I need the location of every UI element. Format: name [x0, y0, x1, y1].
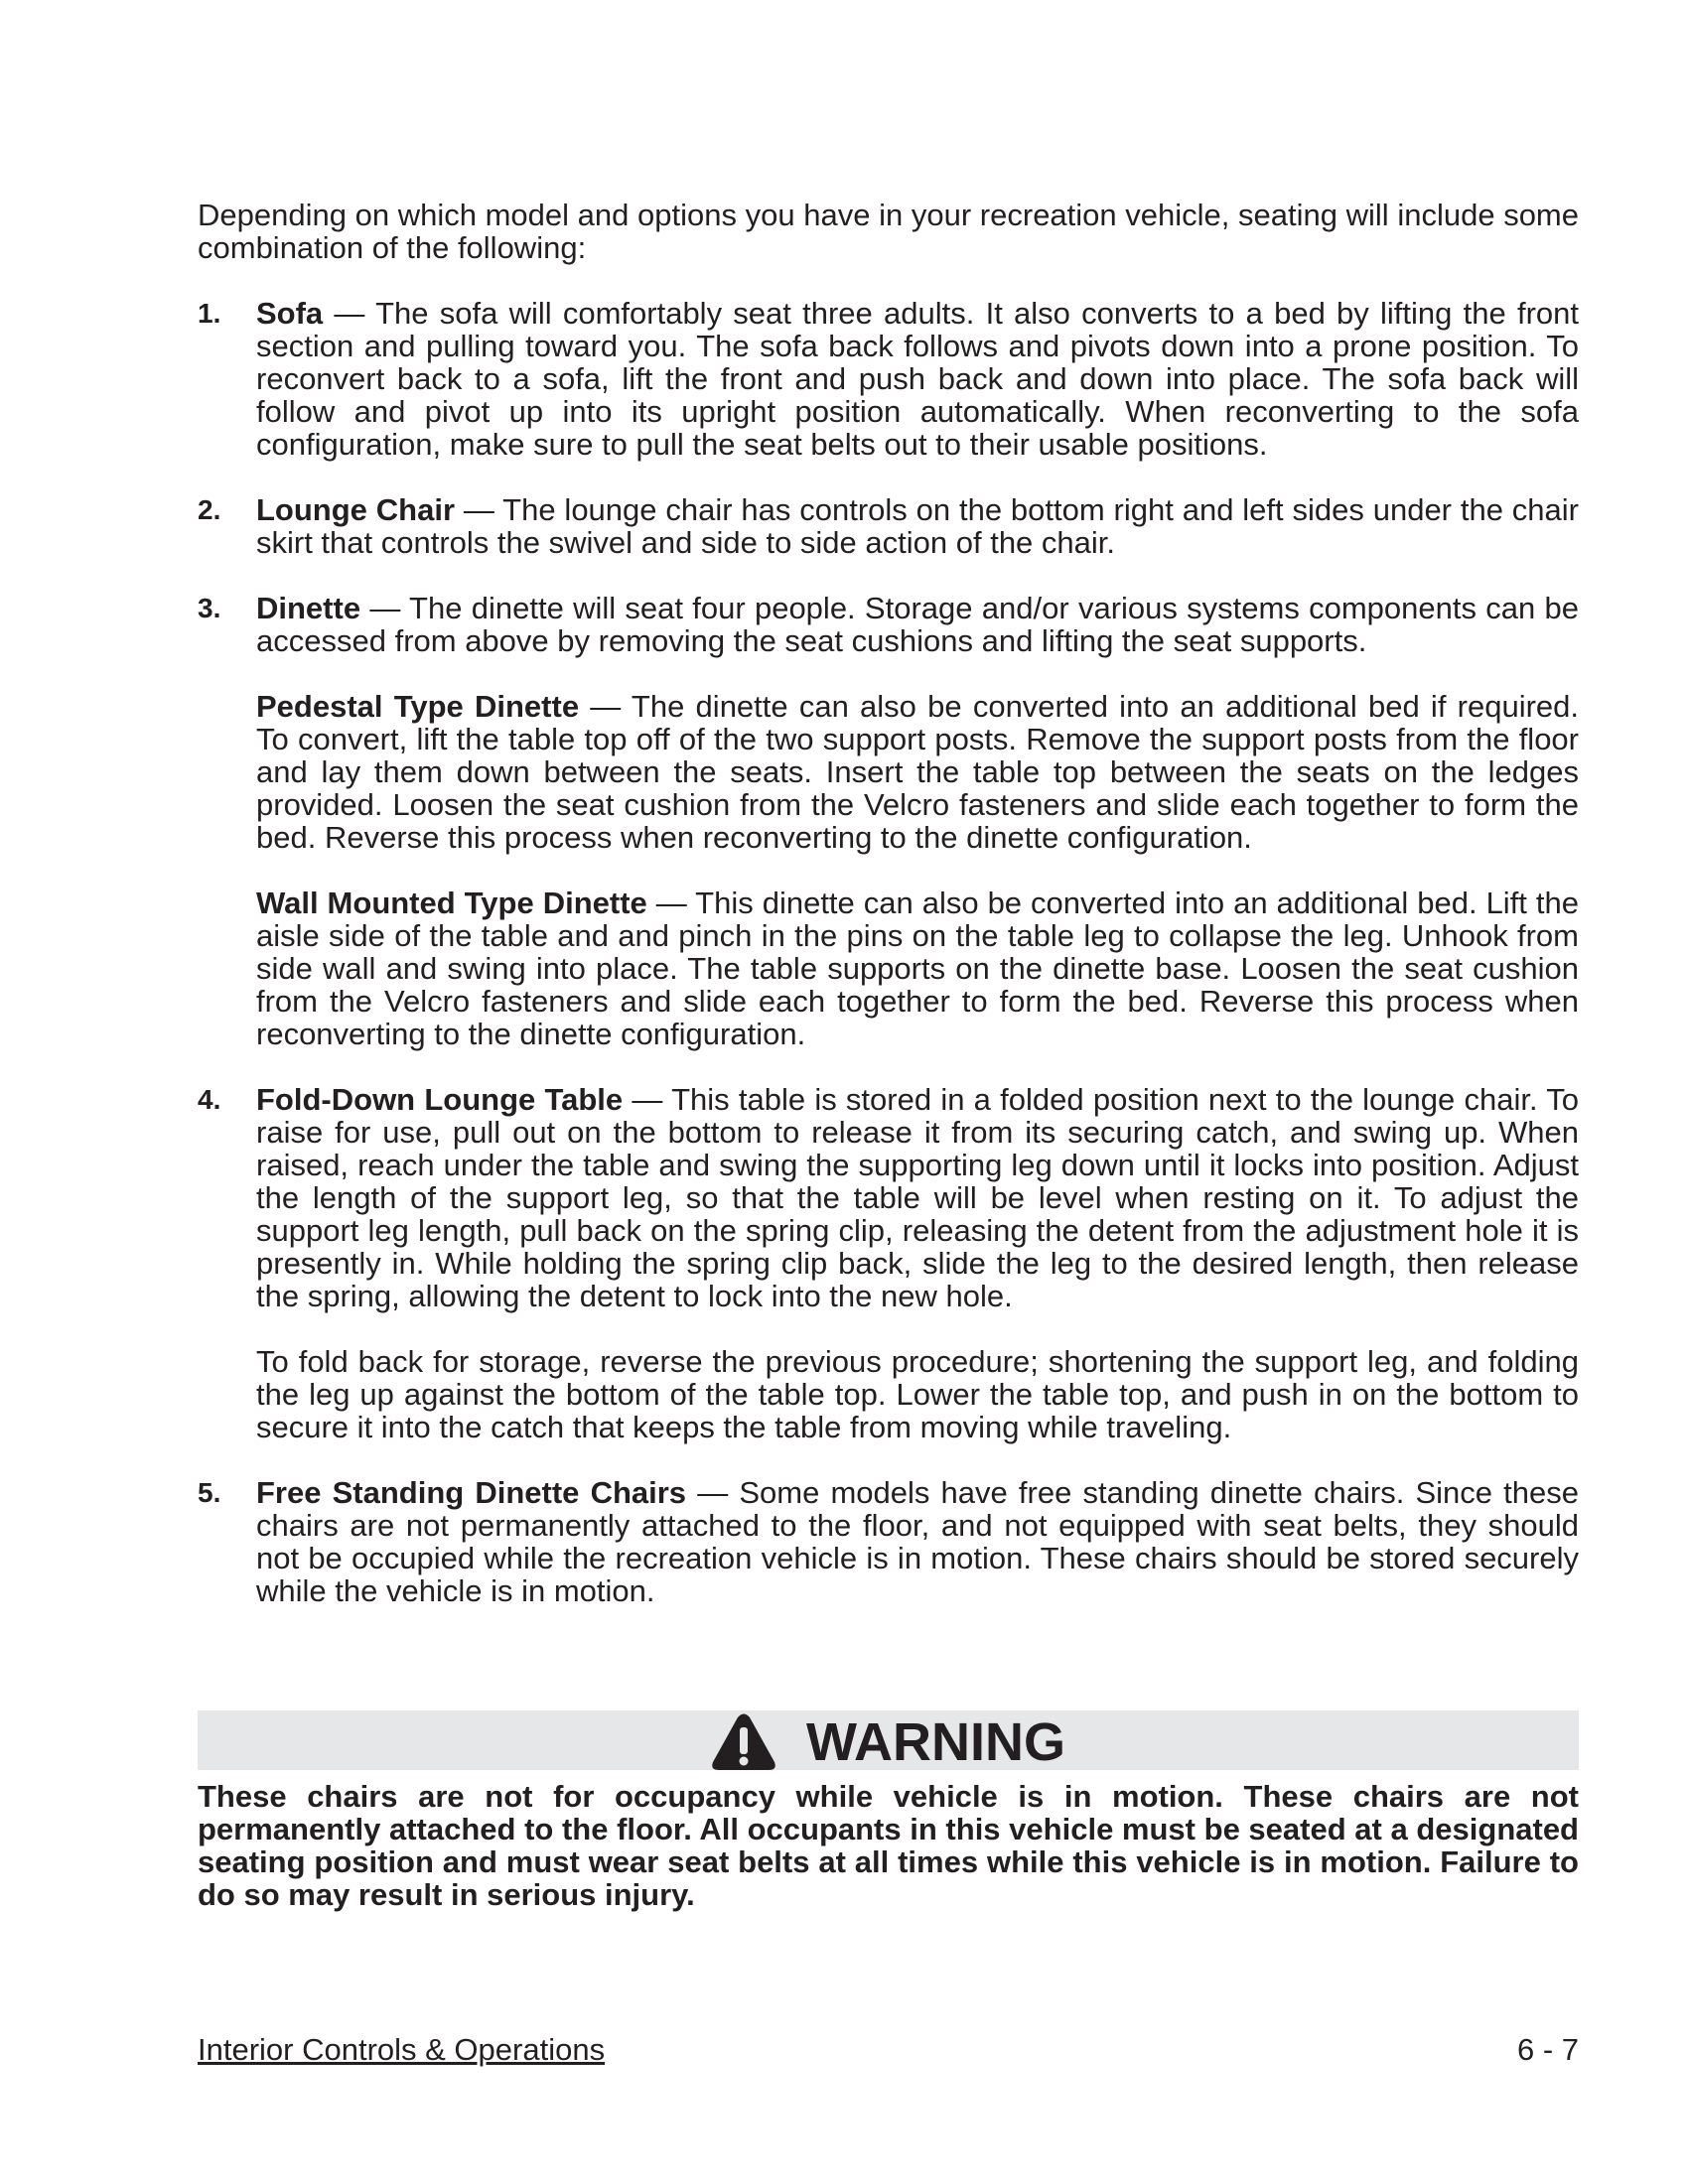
list-item-lounge-chair: [198, 493, 1579, 559]
list-item-sofa: [198, 297, 1579, 461]
warning-exclamation-icon: [711, 1713, 776, 1771]
sub-title: Pedestal Type Dinette: [256, 689, 580, 724]
footer-section-title: Interior Controls & Operations: [198, 2032, 606, 2067]
intro-paragraph: Depending on which model and options you have in your recreation vehicle, seating will include some combination of the following:: [198, 198, 1579, 265]
wall-mounted-dinette-paragraph: Wall Mounted Type Dinette — This dinette can also be converted into an additional bed. Lift the aisle side of the table and and pinch in the pins on the table leg to collapse the leg. Unhook from side wall and swing into place. The table supports on the dinette base. Loosen the seat cushion from the Velcro fasteners and slide each together to form the bed. Reverse this process when reconverting to the dinette configuration.: [256, 886, 1579, 1051]
list-item-text: Sofa — The sofa will comfortably seat three adults. It also converts to a bed by lifting the front section and pulling toward you. The sofa back follows and pivots down into a prone position. To reconvert back to a sofa, lift the front and push back and down into place. The sofa back will follow and pivot up into its upright position automatically. When reconverting to the sofa configuration, make sure to pull the seat belts out to their usable positions.: [256, 296, 1579, 462]
list-item-fold-down-table: [198, 1083, 1579, 1443]
sub-title: Wall Mounted Type Dinette: [256, 886, 647, 920]
page-number: 6 - 7: [1516, 2032, 1579, 2067]
list-item-text: Dinette — The dinette will seat four people. Storage and/or various systems components can be accessed from above by removing the seat cushions and lifting the seat supports.: [256, 591, 1579, 658]
item-title: Free Standing Dinette Chairs: [256, 1475, 687, 1510]
list-number: 4.: [198, 1084, 221, 1115]
list-item-text: Lounge Chair — The lounge chair has controls on the bottom right and left sides under the chair skirt that controls the swivel and side to side action of the chair.: [256, 492, 1579, 560]
fold-back-paragraph: To fold back for storage, reverse the previous procedure; shortening the support leg, and folding the leg up against the bottom of the table top. Lower the table top, and push in on the bottom to secure it into the catch that keeps the table from moving while traveling.: [256, 1344, 1579, 1444]
list-number: 5.: [198, 1477, 221, 1508]
list-item-dinette-chairs: [198, 1476, 1579, 1607]
list-item-dinette: [198, 592, 1579, 1050]
list-item-text: Free Standing Dinette Chairs — Some models have free standing dinette chairs. Since these chairs are not permanently attached to the floor, and not equipped with seat belts, they should not be occupied while the recreation vehicle is in motion. These chairs should be stored securely while the vehicle is in motion.: [256, 1475, 1579, 1608]
item-title: Lounge Chair: [256, 492, 456, 527]
pedestal-dinette-paragraph: Pedestal Type Dinette — The dinette can also be converted into an additional bed if required. To convert, lift the table top off of the two support posts. Remove the support posts from the floor and lay them down between the seats. Insert the table top between the seats on the ledges provided. Loosen the seat cushion from the Velcro fasteners and slide each together to form the bed. Reverse this process when reconverting to the dinette configuration.: [256, 689, 1580, 855]
warning-title: WARNING: [806, 1712, 1065, 1772]
item-title: Fold-Down Lounge Table: [256, 1082, 624, 1117]
warning-text: These chairs are not for occupancy while vehicle is in motion. These chairs are not permanently attached to the floor. All occupants in this vehicle must be seated at a designated seating position and must wear seat belts at all times while this vehicle is in motion. Failure to do so may result in serious injury.: [198, 1779, 1579, 1912]
warning-banner: [198, 1710, 1579, 1770]
list-number: 1.: [198, 298, 221, 329]
document-body: [198, 199, 1579, 1640]
list-number: 3.: [198, 593, 221, 623]
list-number: 2.: [198, 494, 221, 525]
item-title: Dinette: [256, 591, 361, 625]
list-item-text: Fold-Down Lounge Table — This table is stored in a folded position next to the lounge chair. To raise for use, pull out on the bottom to release it from its securing catch, and swing up. When raised, reach under the table and swing the supporting leg down until it locks into position. Adjust the length of the support leg, so that the table will be level when resting on it. To adjust the support leg length, pull back on the spring clip, releasing the detent from the adjustment hole it is presently in. While holding the spring clip back, slide the leg to the desired length, then release the spring, allowing the detent to lock into the new hole.: [256, 1082, 1579, 1313]
item-title: Sofa: [256, 296, 324, 331]
